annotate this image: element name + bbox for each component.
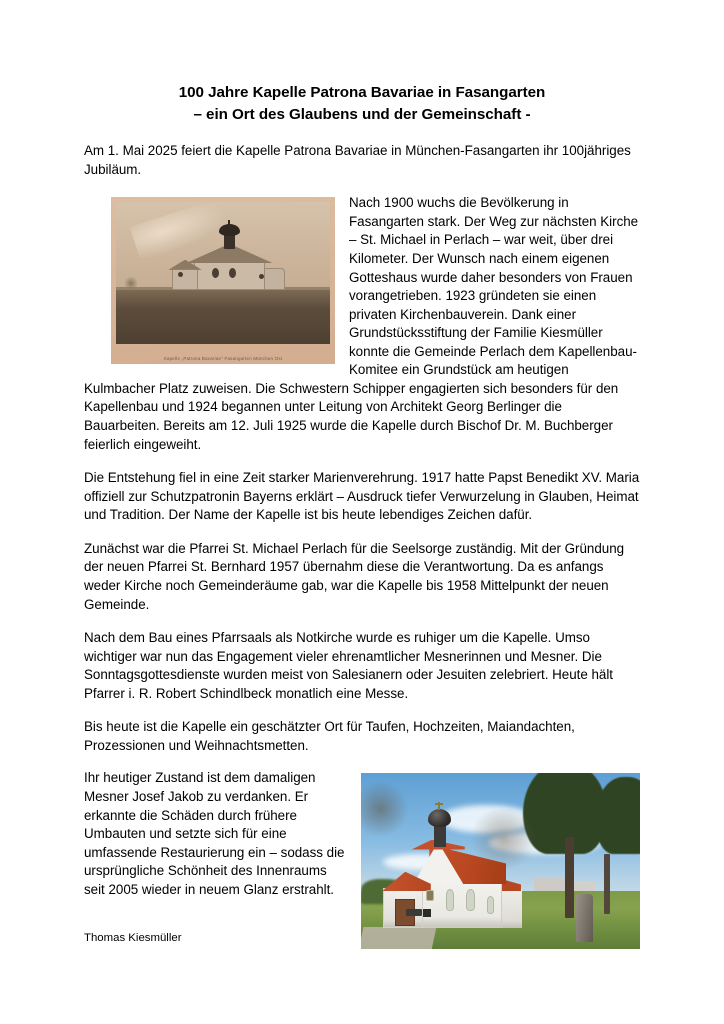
wall-plaque bbox=[426, 890, 433, 901]
author-signature: Thomas Kiesmüller bbox=[84, 932, 182, 945]
distant-tree bbox=[125, 275, 137, 289]
paragraph-restoration: Ihr heutiger Zustand ist dem damaligen Mesner Josef Jakob zu verdanken. Er erkannte die Schäden durch frühere Umbauten und setzte sich für eine umfassende Restaurierung ein – sodass die ursprüngliche Schönheit des Innenraums seit 2005 wieder in neuem Glanz erstrahlt. bbox=[84, 770, 345, 897]
park-bench bbox=[406, 909, 422, 916]
onion-dome bbox=[428, 809, 452, 827]
chapel-window-3 bbox=[487, 896, 494, 913]
paragraph-intro: Am 1. Mai 2025 feiert die Kapelle Patrona Bavariae in München-Fasangarten ihr 100jähriges Jubiläum. bbox=[84, 143, 631, 177]
chapel-window-3 bbox=[259, 274, 264, 279]
waste-bin bbox=[423, 909, 430, 918]
onion-dome bbox=[219, 224, 241, 236]
paragraph-marian-devotion: Die Entstehung fiel in eine Zeit starker Marienverehrung. 1917 hatte Papst Benedikt XV. Maria offiziell zur Schutzpatronin Bayerns erklärt – Ausdruck tiefer Verwurzelung in Glauben, Heimat und Tradition. Der Name der Kapelle ist bis heute lebendiges Zeichen dafür. bbox=[84, 470, 640, 523]
modern-chapel-photo bbox=[361, 773, 640, 949]
title-line-2: – ein Ort des Glaubens und der Gemeinschaft - bbox=[193, 105, 531, 123]
chapel-apse bbox=[263, 268, 285, 291]
chapel-window-1 bbox=[212, 268, 219, 278]
roof-cross-icon bbox=[438, 802, 440, 811]
chapel-window-2 bbox=[466, 889, 475, 911]
paragraph-present-use: Bis heute ist die Kapelle ein geschätzter Ort für Taufen, Hochzeiten, Maiandachten, Prozessionen und Weihnachtsmetten. bbox=[84, 719, 575, 753]
chapel-window-1 bbox=[446, 889, 455, 911]
postcard-caption: Kapelle „Patrona Bavariae" Fasangarten München Ost bbox=[163, 356, 283, 362]
tree-trunk-secondary bbox=[604, 854, 610, 914]
tree-trunk-main bbox=[565, 837, 574, 918]
background-building-2 bbox=[570, 881, 595, 892]
chapel-tower-base bbox=[434, 825, 446, 847]
postcard-image-area bbox=[116, 202, 330, 344]
paragraph-parish: Zunächst war die Pfarrei St. Michael Perlach für die Seelsorge zuständig. Mit der Gründung der neuen Pfarrei St. Bernhard 1957 übernahm diese die Verantwortung. Da es anfangs weder Kirche noch Gemeinderäume gab, war die Kapelle bis 1958 Mittelpunkt der neuen Gemeinde. bbox=[84, 540, 625, 612]
chapel-silhouette bbox=[180, 234, 278, 291]
porch-window bbox=[178, 272, 183, 277]
paragraph-history: Nach 1900 wuchs die Bevölkerung in Fasangarten stark. Der Weg zur nächsten Kirche – St. Michael in Perlach – war weit, über drei Kilometer. Der Wunsch nach einem eigenen Gotteshaus wurde daher besonders von Frauen vorangetrieben. 1923 gründeten sie einen privaten Kirchenbauverein. Dank einer Grundstücksstiftung der Familie Kiesmüller konnte die Gemeinde Perlach dem Kapellenbau-Komitee ein Grundstück am heutigen Kulmbacher Platz zuweisen. Die Schwestern Schipper engagierten sich besonders für den Kapellenbau und 1924 begannen unter Leitung von Architekt Georg Berlinger die Bauarbeiten. Bereits am 12. Juli 1925 wurde die Kapelle durch Bischof Dr. M. Buchberger feierlich eingeweiht. bbox=[84, 195, 639, 452]
document-body bbox=[84, 82, 640, 957]
spire-cross bbox=[228, 220, 230, 225]
field-region bbox=[116, 290, 330, 344]
gravel-path bbox=[361, 927, 436, 950]
page-title bbox=[84, 82, 640, 125]
chapel-porch bbox=[172, 268, 198, 291]
chapel-structure bbox=[381, 805, 529, 928]
historic-chapel-postcard bbox=[111, 197, 335, 364]
title-line-1: 100 Jahre Kapelle Patrona Bavariae in Fasangarten bbox=[178, 84, 546, 101]
paragraph-services: Nach dem Bau eines Pfarrsaals als Notkirche wurde es ruhiger um die Kapelle. Umso wichtiger war nun das Engagement vieler ehrenamtlicher Mesnerinnen und Mesner. Die Sonntagsgottesdienste wurden meist von Salesianern oder Jesuiten zelebriert. Heute hält Pfarrer i. R. Robert Schindlbeck monatlich eine Messe. bbox=[84, 630, 613, 701]
memorial-stone bbox=[576, 894, 593, 942]
